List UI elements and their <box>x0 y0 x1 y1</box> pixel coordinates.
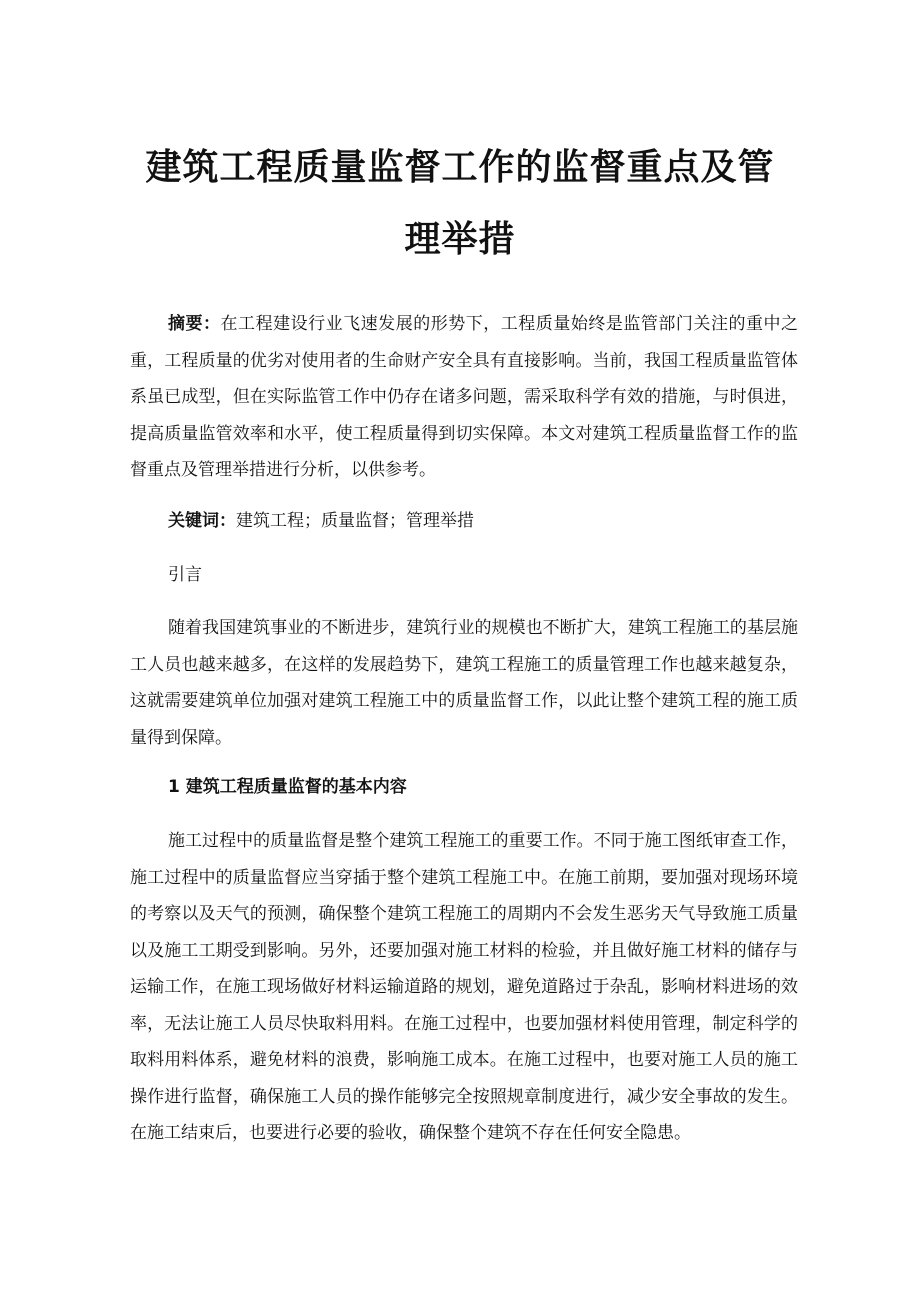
intro-paragraph: 随着我国建筑事业的不断进步，建筑行业的规模也不断扩大，建筑工程施工的基层施工人员也越来越多，在这样的发展趋势下，建筑工程施工的质量管理工作也越来越复杂，这就需要建筑单位加强对建筑工程施工中的质量监督工作，以此让整个建筑工程的施工质量得到保障。 <box>130 618 798 748</box>
abstract-label: 摘要： <box>168 314 221 334</box>
section-1-heading: 1 建筑工程质量监督的基本内容 <box>168 777 407 797</box>
keywords-label: 关键词： <box>168 511 236 531</box>
title-line-2: 理举措 <box>404 219 516 260</box>
keywords-text: 建筑工程；质量监督；管理举措 <box>236 511 474 531</box>
title-line-1: 建筑工程质量监督工作的监督重点及管 <box>145 147 775 188</box>
abstract-paragraph <box>130 306 798 489</box>
abstract-text: 在工程建设行业飞速发展的形势下，工程质量始终是监管部门关注的重中之重，工程质量的优劣对使用者的生命财产安全具有直接影响。当前，我国工程质量监管体系虽已成型，但在实际监管工作中仍存在诸多问题，需采取科学有效的措施，与时俱进，提高质量监管效率和水平，使工程质量得到切实保障。本文对建筑工程质量监督工作的监督重点及管理举措进行分析，以供参考。 <box>130 314 799 480</box>
section-1-paragraph: 施工过程中的质量监督是整个建筑工程施工的重要工作。不同于施工图纸审查工作，施工过程中的质量监督应当穿插于整个建筑工程施工中。在施工前期，要加强对现场环境的考察以及天气的预测，确保整个建筑工程施工的周期内不会发生恶劣天气导致施工质量以及施工工期受到影响。另外，还要加强对施工材料的检验，并且做好施工材料的储存与运输工作，在施工现场做好材料运输道路的规划，避免道路过于杂乱，影响材料进场的效率，无法让施工人员尽快取料用料。在施工过程中，也要加强材料使用管理，制定科学的取料用料体系，避免材料的浪费，影响施工成本。在施工过程中，也要对施工人员的施工操作进行监督，确保施工人员的操作能够完全按照规章制度进行，减少安全事故的发生。在施工结束后，也要进行必要的验收，确保整个建筑不存在任何安全隐患。 <box>130 831 798 1143</box>
keywords-paragraph <box>130 503 798 540</box>
intro-heading: 引言 <box>168 565 202 585</box>
